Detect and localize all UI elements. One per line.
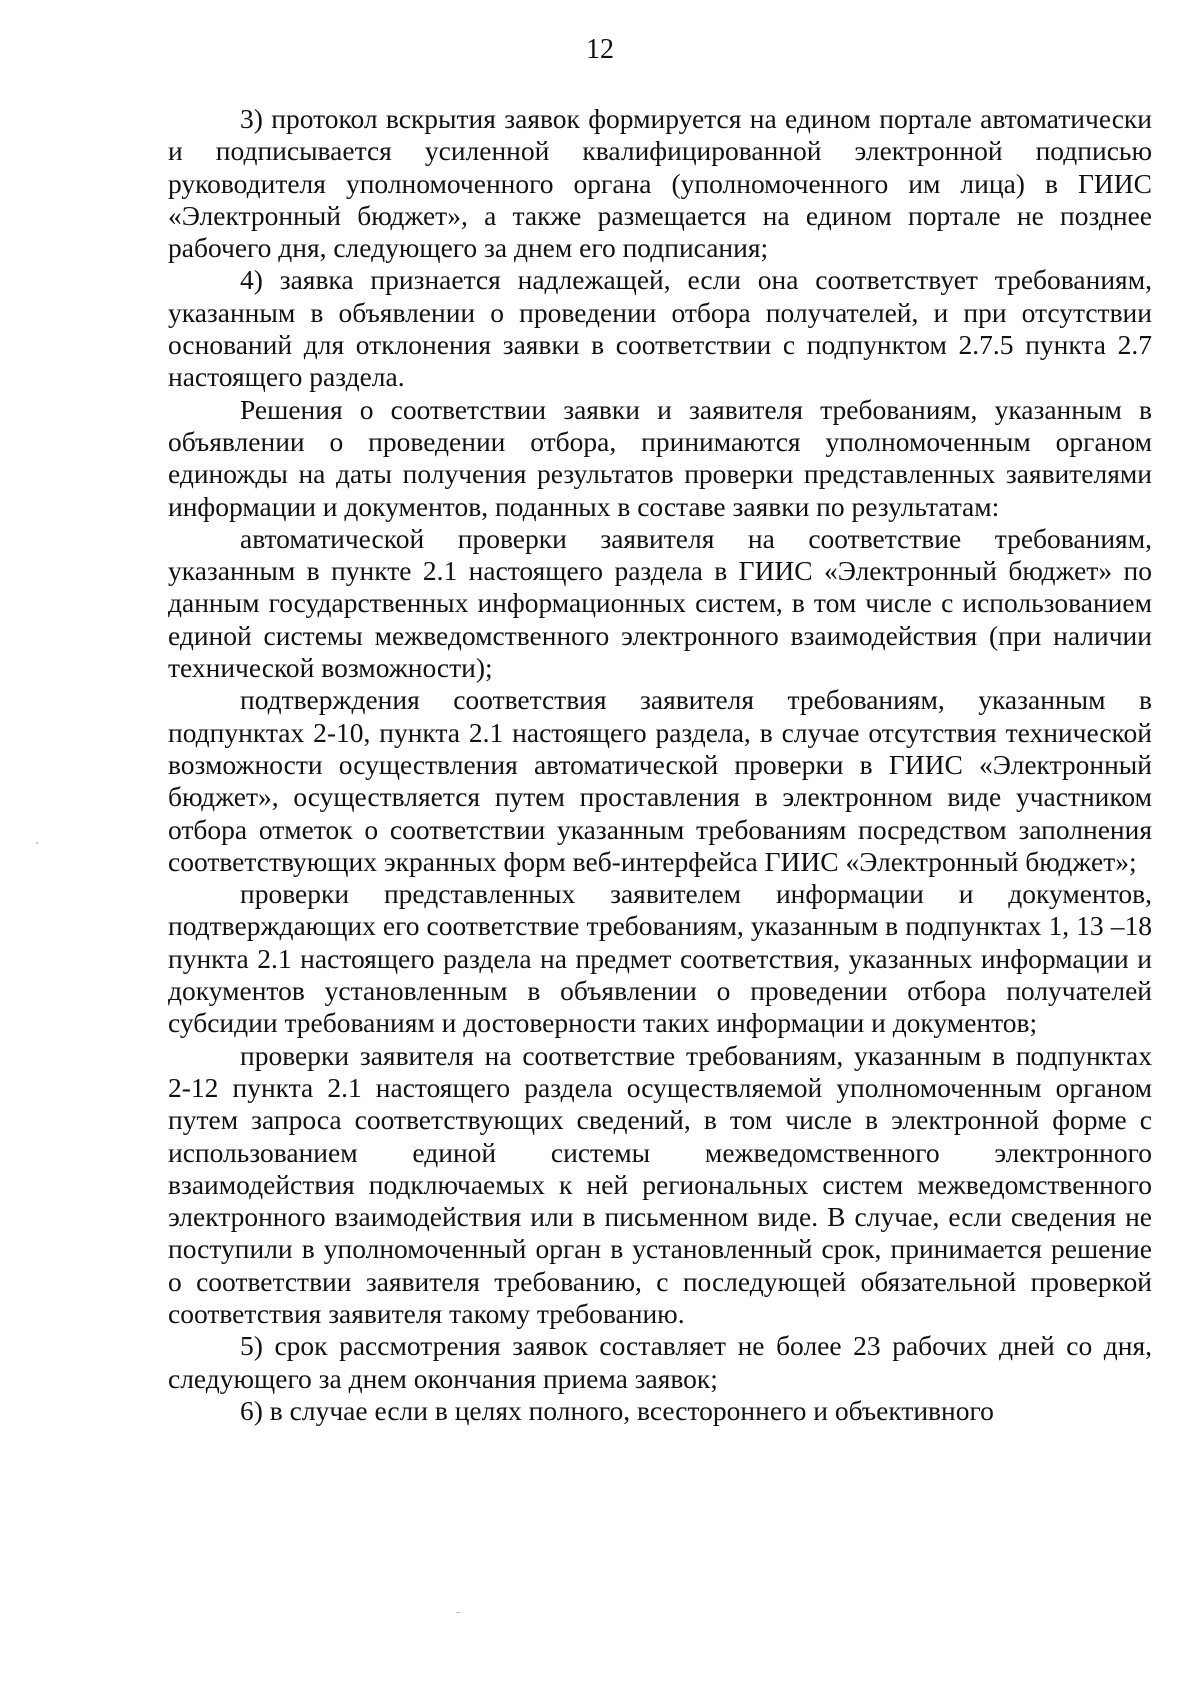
scan-artifact xyxy=(456,1612,460,1613)
paragraph-item-6: 6) в случае если в целях полного, всестороннего и объективного xyxy=(240,1394,994,1426)
paragraph-applicant-check: проверки заявителя на соответствие требованиям, указанным в подпунктах 2-12 пункта 2.1 настоящего раздела осуществляемой уполномоченным органом путем запроса соответствующих сведений, в том числе в электронной форме с использованием единой системы межведомственного электронного взаимодействия подключаемых к ней региональных систем межведомственного электронного взаимодействия или в письменном виде. В случае, если сведения не поступили в уполномоченный орган в установленный срок, принимается решение о соответствии заявителя требованию, с последующей обязательной проверкой соответствия заявителя такому требованию. xyxy=(168,1039,1152,1329)
body-text xyxy=(168,103,1152,1427)
scan-artifact xyxy=(36,842,38,844)
paragraph-decisions: Решения о соответствии заявки и заявителя требованиям, указанным в объявлении о проведении отбора, принимаются уполномоченным органом единожды на даты получения результатов проверки представленных заявителями информации и документов, поданных в составе заявки по результатам: xyxy=(168,393,1152,522)
paragraph-protocol-opening: 3) протокол вскрытия заявок формируется на едином портале автоматически и подписывается усиленной квалифицированной электронной подписью руководителя уполномоченного органа (уполномоченного им лица) в ГИИС «Электронный бюджет», а также размещается на едином портале не позднее рабочего дня, следующего за днем его подписания; xyxy=(168,103,1152,264)
paragraph-automatic-check: автоматической проверки заявителя на соответствие требованиям, указанным в пункте 2.1 настоящего раздела в ГИИС «Электронный бюджет» по данным государственных информационных систем, в том числе с использованием единой системы межведомственного электронного взаимодействия (при наличии технической возможности); xyxy=(168,522,1152,684)
paragraph-confirmation: подтверждения соответствия заявителя требованиям, указанным в подпунктах 2-10, пункта 2.1 настоящего раздела, в случае отсутствия технической возможности осуществления автоматической проверки в ГИИС «Электронный бюджет», осуществляется путем проставления в электронном виде участником отбора отметок о соответствии указанным требованиям посредством заполнения соответствующих экранных форм веб-интерфейса ГИИС «Электронный бюджет»; xyxy=(168,684,1152,877)
paragraph-application-proper: 4) заявка признается надлежащей, если она соответствует требованиям, указанным в объявлении о проведении отбора получателей, и при отсутствии оснований для отклонения заявки в соответствии с подпунктом 2.7.5 пункта 2.7 настоящего раздела. xyxy=(168,264,1152,393)
page-number: 12 xyxy=(586,34,614,65)
paragraph-review-period: 5) срок рассмотрения заявок составляет не более 23 рабочих дней со дня, следующего за днем окончания приема заявок; xyxy=(168,1330,1152,1394)
paragraph-document-check: проверки представленных заявителем информации и документов, подтверждающих его соответствие требованиям, указанным в подпунктах 1, 13 –18 пункта 2.1 настоящего раздела на предмет соответствия, указанных информации и документов установленным в объявлении о проведении отбора получателей субсидии требованиям и достоверности таких информации и документов; xyxy=(168,878,1152,1039)
